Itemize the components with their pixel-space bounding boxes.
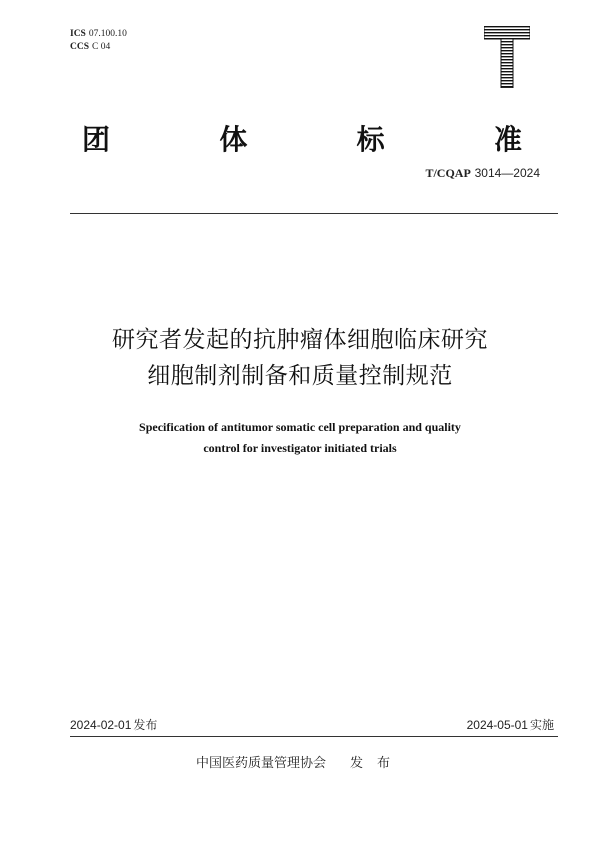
implementation-label: 实施 — [529, 718, 554, 732]
top-divider — [70, 213, 558, 214]
standard-number-prefix: T/CQAP — [425, 166, 471, 180]
publication-date — [70, 716, 157, 733]
title-chinese-line2: 细胞制剂制备和质量控制规范 — [147, 363, 453, 389]
publication-date-value: 2024-02-01 — [70, 718, 132, 732]
bottom-divider — [70, 736, 558, 737]
standard-number-value: 3014—2024 — [474, 166, 540, 180]
ccs-code — [70, 41, 127, 54]
title-english — [40, 417, 560, 459]
ics-code — [70, 28, 127, 41]
publication-label: 发布 — [133, 718, 158, 732]
standard-type-char: 标 — [356, 123, 385, 156]
implementation-date-value: 2024-05-01 — [466, 718, 528, 732]
standard-type-heading — [82, 118, 522, 158]
ics-label: ICS — [70, 29, 86, 39]
title-english-line2: control for investigator initiated trials — [203, 441, 397, 455]
classification-codes — [70, 28, 127, 54]
issuing-organization — [0, 752, 600, 771]
ics-value: 07.100.10 — [88, 29, 127, 39]
issuer-name: 中国医药质量管理协会 — [195, 756, 326, 771]
standard-type-char: 准 — [493, 123, 522, 156]
category-letter-logo — [484, 26, 530, 88]
issuer-verb: 发布 — [350, 756, 405, 771]
standard-number — [425, 166, 540, 181]
title-chinese — [40, 322, 560, 394]
title-chinese-line1: 研究者发起的抗肿瘤体细胞临床研究 — [112, 327, 488, 353]
ccs-value: C 04 — [92, 42, 111, 52]
standard-type-char: 体 — [219, 123, 248, 156]
title-english-line1: Specification of antitumor somatic cell preparation and quality — [139, 420, 461, 434]
implementation-date — [467, 716, 554, 733]
ccs-label: CCS — [70, 42, 90, 52]
standard-type-char: 团 — [82, 123, 111, 156]
